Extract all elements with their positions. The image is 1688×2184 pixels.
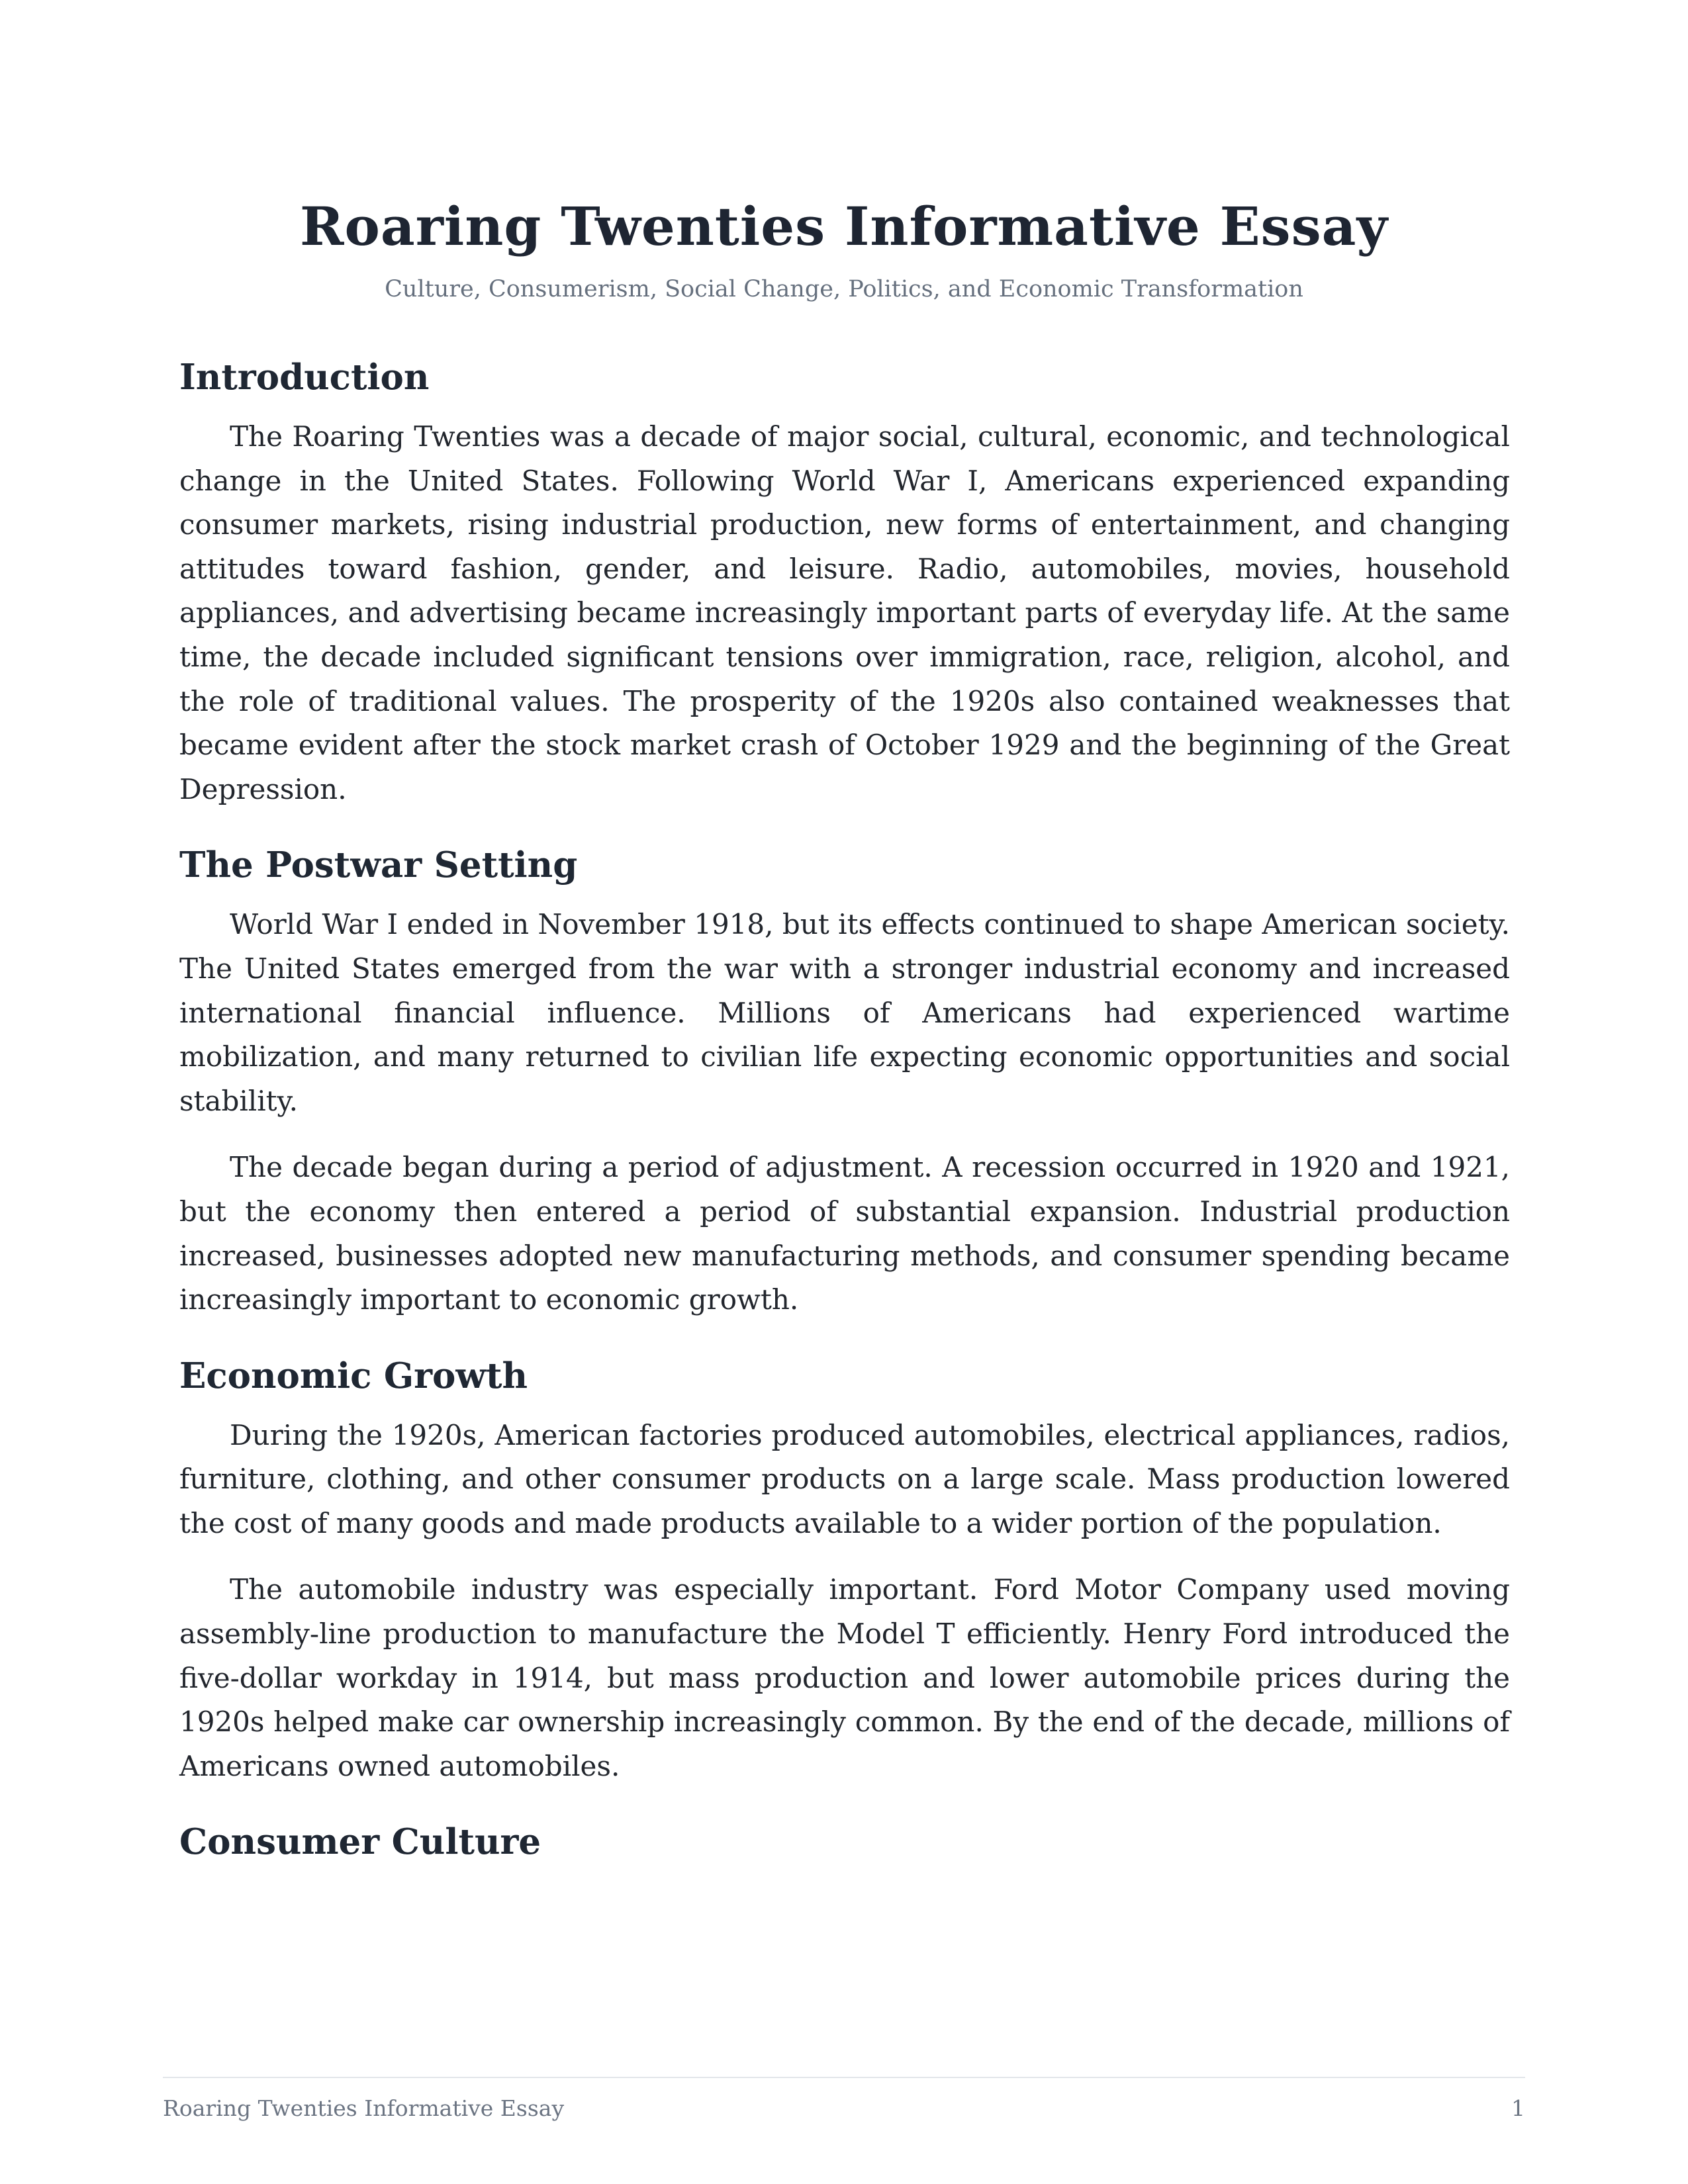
- section-postwar-setting: [179, 842, 1510, 1322]
- paragraph: The Roaring Twenties was a decade of major social, cultural, economic, and technological change in the United States. Following World War I, Americans experienced expanding consumer markets, rising industrial production, new forms of entertainment, and changing attitudes toward fashion, gender, and leisure. Radio, automobiles, movies, household appliances, and advertising became increasingly important parts of everyday life. At the same time, the decade included significant tensions over immigration, race, religion, alcohol, and the role of traditional values. The prosperity of the 1920s also contained weaknesses that became evident after the stock market crash of October 1929 and the beginning of the Great Depression.: [179, 420, 1510, 805]
- footer-divider: [163, 2077, 1525, 2078]
- section-introduction: [179, 354, 1510, 811]
- paragraph: The automobile industry was especially important. Ford Motor Company used moving assembly-line production to manufacture the Model T efficiently. Henry Ford introduced the five-dollar workday in 1914, but mass production and lower automobile prices during the 1920s helped make car ownership increasingly common. By the end of the decade, millions of Americans owned automobiles.: [179, 1573, 1510, 1782]
- paragraph: World War I ended in November 1918, but its effects continued to shape American society. The United States emerged from the war with a stronger industrial economy and increased international financial influence. Millions of Americans had experienced wartime mobilization, and many returned to civilian life expecting economic opportunities and social stability.: [179, 908, 1510, 1117]
- section-heading: Consumer Culture: [179, 1821, 541, 1863]
- section-heading: Economic Growth: [179, 1355, 528, 1396]
- essay-body: [179, 354, 1510, 1895]
- footer-running-title: Roaring Twenties Informative Essay: [163, 2095, 565, 2121]
- section-economic-growth: [179, 1353, 1510, 1789]
- section-consumer-culture: [179, 1819, 1510, 1865]
- paragraph: During the 1920s, American factories produced automobiles, electrical appliances, radios, furniture, clothing, and other consumer products on a large scale. Mass production lowered the cost of many goods and made products available to a wider portion of the population.: [179, 1418, 1510, 1539]
- paragraph: The decade began during a period of adjustment. A recession occurred in 1920 and 1921, but the economy then entered a period of substantial expansion. Industrial production increased, businesses adopted new manufacturing methods, and consumer spending became increasingly important to economic growth.: [179, 1151, 1510, 1316]
- page-number: 1: [1511, 2095, 1525, 2121]
- document-subtitle: Culture, Consumerism, Social Change, Politics, and Economic Transformation: [385, 276, 1303, 302]
- section-heading: Introduction: [179, 357, 430, 398]
- section-heading: The Postwar Setting: [179, 844, 578, 886]
- document-title: Roaring Twenties Informative Essay: [300, 195, 1388, 257]
